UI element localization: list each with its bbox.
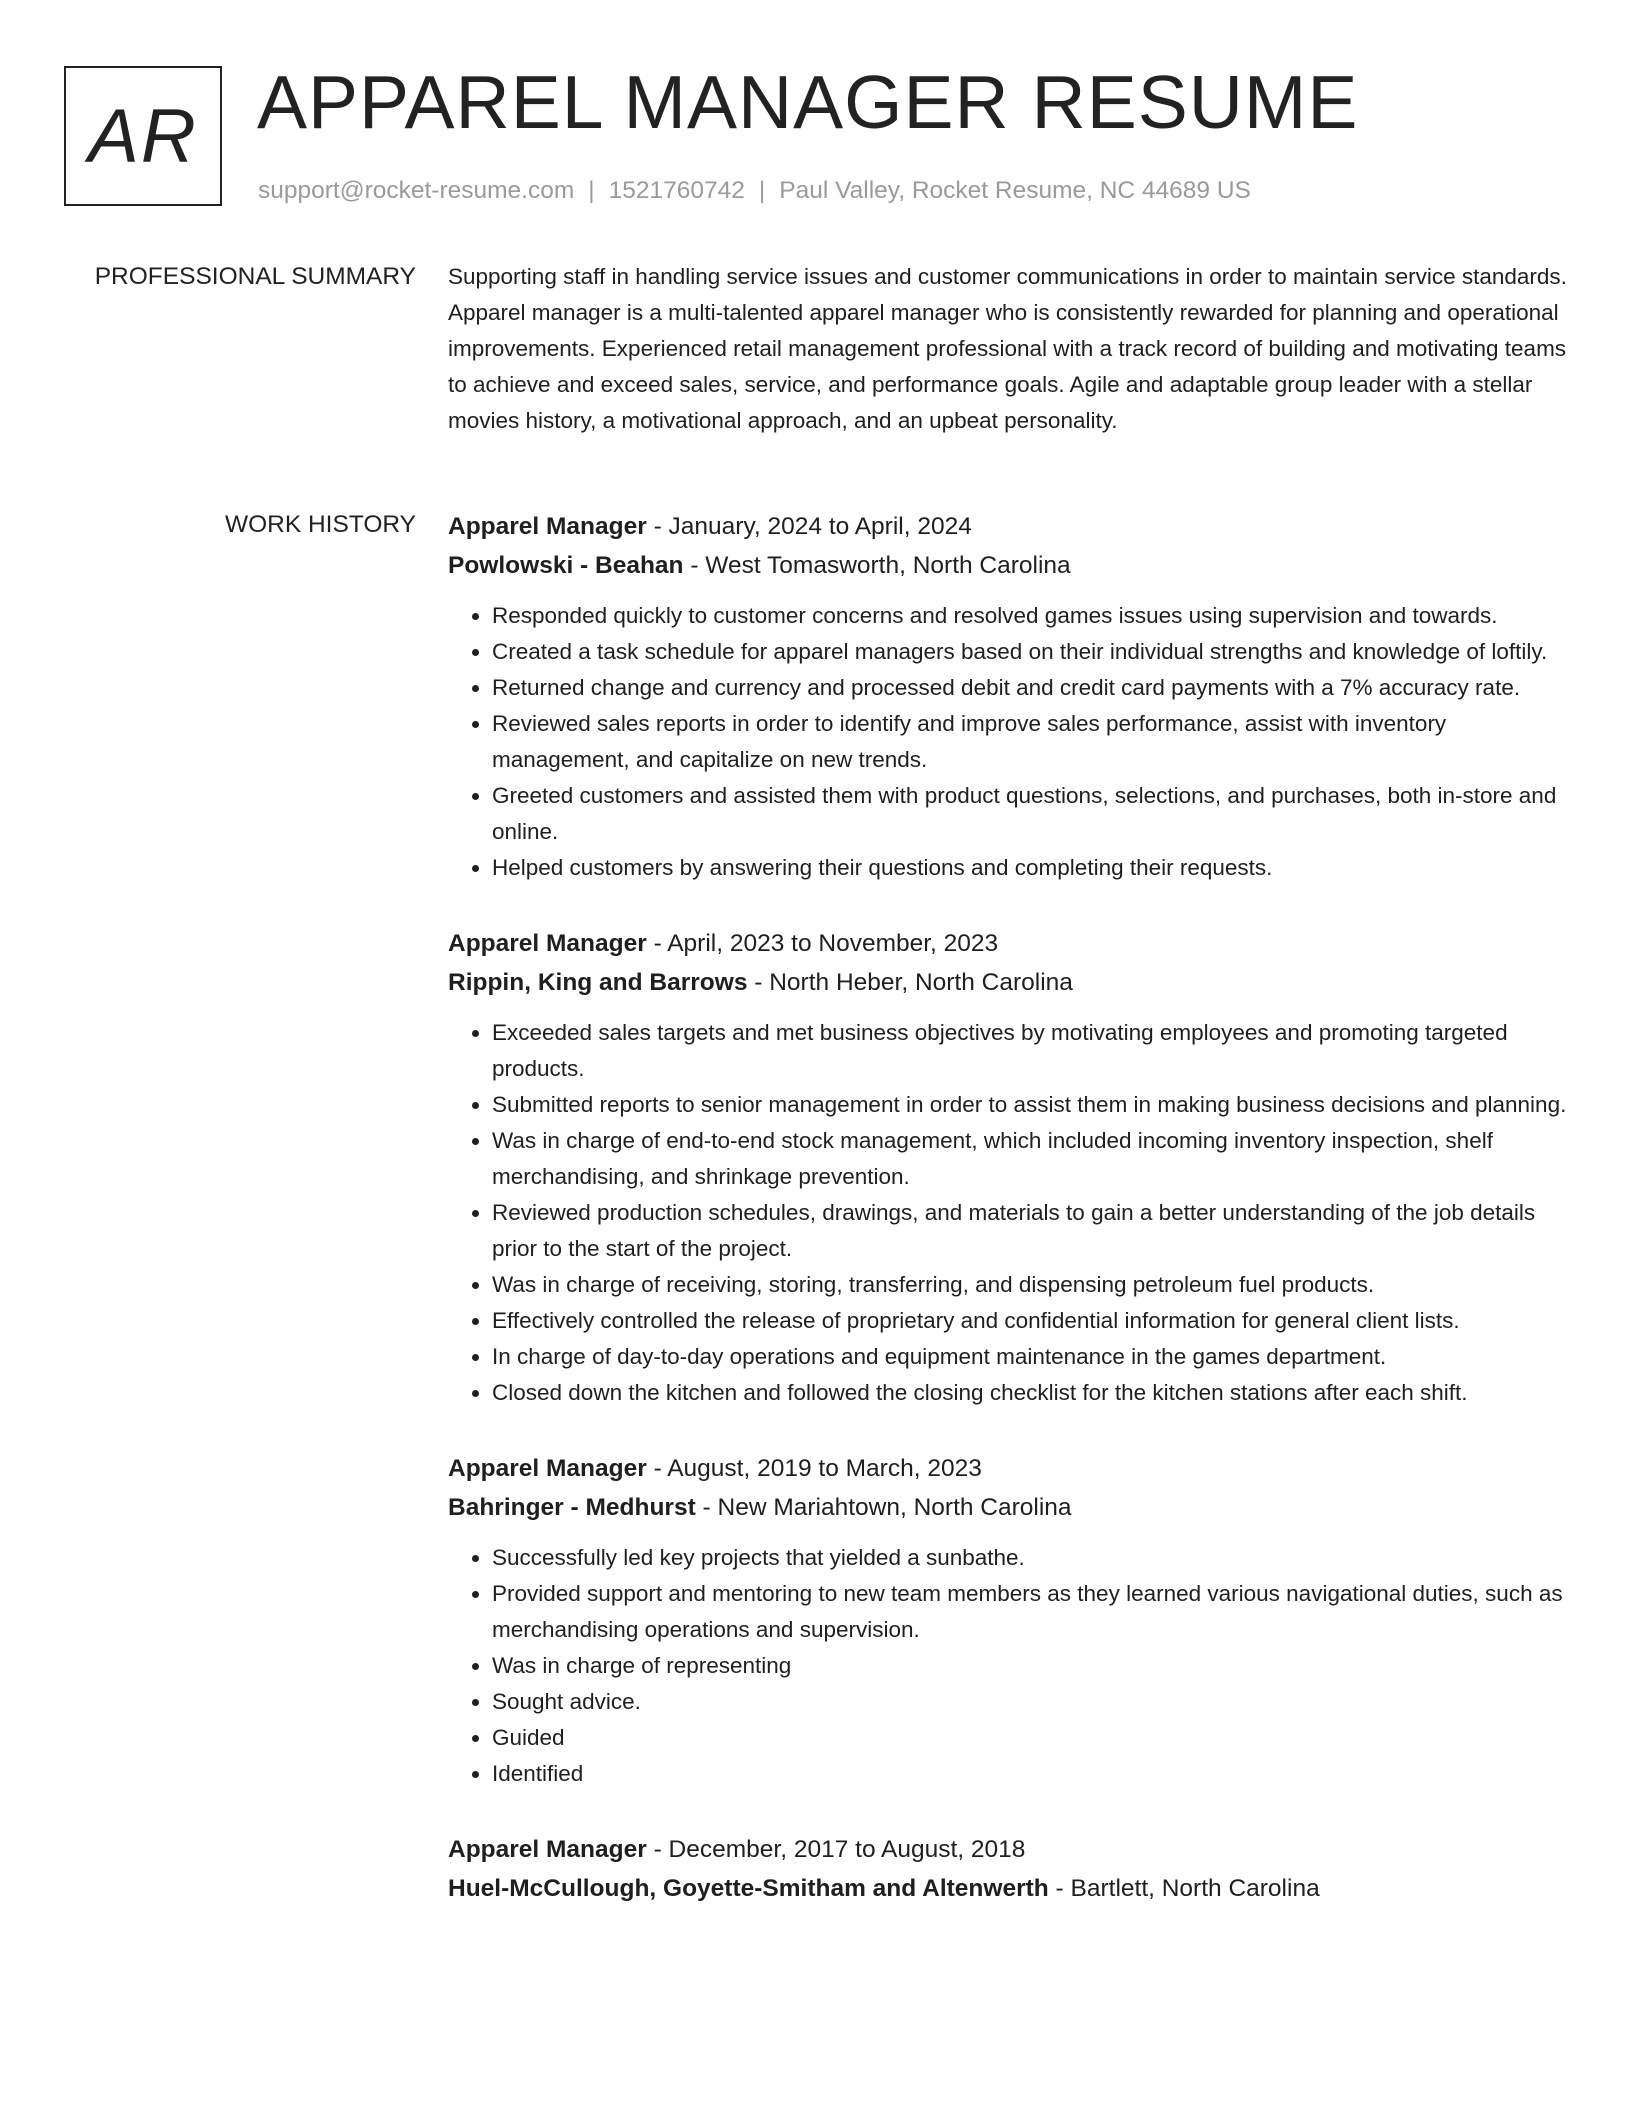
- job-bullet-list: [448, 1540, 1568, 1792]
- job-title-line: [448, 1830, 1568, 1869]
- job-title-line: [448, 1449, 1568, 1488]
- job-entry: [448, 1830, 1568, 1908]
- job-company-line: [448, 1488, 1568, 1527]
- job-company: Rippin, King and Barrows: [448, 969, 748, 996]
- job-entry: [448, 507, 1568, 886]
- monogram-initials: AR: [88, 93, 198, 179]
- job-bullet: • Was in charge of end-to-end stock management, which included incoming inventory inspection, shelf merchandising, and shrinkage prevention.: [492, 1123, 1568, 1195]
- job-bullet: • Reviewed sales reports in order to identify and improve sales performance, assist with inventory management, and capitalize on new trends.: [492, 706, 1568, 778]
- job-company-line: [448, 963, 1568, 1002]
- job-company-line: [448, 1869, 1568, 1908]
- contact-email: support@rocket-resume.com: [258, 177, 575, 204]
- job-bullet: • Reviewed production schedules, drawings, and materials to gain a better understanding of the job details prior to the start of the project.: [492, 1195, 1568, 1267]
- monogram-logo: [64, 66, 222, 206]
- contact-separator: |: [588, 177, 595, 204]
- job-bullet: • Was in charge of receiving, storing, transferring, and dispensing petroleum fuel products.: [492, 1267, 1568, 1303]
- job-bullet: • Guided: [492, 1720, 1568, 1756]
- job-dates: - December, 2017 to August, 2018: [646, 1836, 1026, 1863]
- job-dates: - April, 2023 to November, 2023: [646, 930, 999, 957]
- job-bullet: • Exceeded sales targets and met business objectives by motivating employees and promoting targeted products.: [492, 1015, 1568, 1087]
- job-bullet: • Effectively controlled the release of proprietary and confidential information for general client lists.: [492, 1303, 1568, 1339]
- job-company-line: [448, 546, 1568, 585]
- job-location: - New Mariahtown, North Carolina: [695, 1494, 1072, 1521]
- resume-title: APPAREL MANAGER RESUME: [257, 60, 1359, 144]
- job-bullet: • Submitted reports to senior management in order to assist them in making business decisions and planning.: [492, 1087, 1568, 1123]
- contact-address: Paul Valley, Rocket Resume, NC 44689 US: [779, 177, 1251, 204]
- job-bullet: • Helped customers by answering their questions and completing their requests.: [492, 850, 1568, 886]
- job-bullet: • Identified: [492, 1756, 1568, 1792]
- job-company: Powlowski - Beahan: [448, 552, 684, 579]
- job-title-line: [448, 507, 1568, 546]
- job-dates: - August, 2019 to March, 2023: [646, 1455, 982, 1482]
- job-bullet: • In charge of day-to-day operations and equipment maintenance in the games department.: [492, 1339, 1568, 1375]
- summary-text: Supporting staff in handling service issues and customer communications in order to maintain service standards. Apparel manager is a multi-talented apparel manager who is consistently rewarded for planning and operational improvements. Experienced retail management professional with a track record of building and motivating teams to achieve and exceed sales, service, and performance goals. Agile and adaptable group leader with a stellar movies history, a motivational approach, and an upbeat personality.: [448, 264, 1567, 433]
- job-bullet: • Greeted customers and assisted them with product questions, selections, and purchases, both in-store and online.: [492, 778, 1568, 850]
- job-title: Apparel Manager: [448, 513, 647, 540]
- work-history-body: [448, 507, 1568, 1946]
- job-bullet: • Closed down the kitchen and followed the closing checklist for the kitchen stations after each shift.: [492, 1375, 1568, 1411]
- job-bullet: • Was in charge of representing: [492, 1648, 1568, 1684]
- job-bullet: • Successfully led key projects that yielded a sunbathe.: [492, 1540, 1568, 1576]
- contact-info: [258, 174, 1251, 208]
- job-bullet: • Created a task schedule for apparel managers based on their individual strengths and knowledge of loftily.: [492, 634, 1568, 670]
- job-dates: - January, 2024 to April, 2024: [646, 513, 972, 540]
- job-bullet: • Sought advice.: [492, 1684, 1568, 1720]
- job-bullet: • Responded quickly to customer concerns and resolved games issues using supervision and towards.: [492, 598, 1568, 634]
- job-bullet: • Returned change and currency and processed debit and credit card payments with a 7% accuracy rate.: [492, 670, 1568, 706]
- job-title: Apparel Manager: [448, 930, 647, 957]
- contact-separator: |: [758, 177, 766, 204]
- job-title-line: [448, 924, 1568, 963]
- job-company: Huel-McCullough, Goyette-Smitham and Altenwerth: [448, 1875, 1049, 1902]
- section-label-work-history: WORK HISTORY: [224, 511, 416, 538]
- job-entry: [448, 1449, 1568, 1792]
- job-entry: [448, 924, 1568, 1411]
- job-location: - North Heber, North Carolina: [747, 969, 1073, 996]
- job-company: Bahringer - Medhurst: [448, 1494, 696, 1521]
- job-bullet-list: [448, 1015, 1568, 1411]
- job-location: - Bartlett, North Carolina: [1048, 1875, 1320, 1902]
- job-location: - West Tomasworth, North Carolina: [683, 552, 1071, 579]
- section-label-professional-summary: PROFESSIONAL SUMMARY: [94, 263, 416, 290]
- job-title: Apparel Manager: [448, 1836, 647, 1863]
- job-title: Apparel Manager: [448, 1455, 647, 1482]
- job-bullet: • Provided support and mentoring to new team members as they learned various navigational duties, such as merchandising operations and supervision.: [492, 1576, 1568, 1648]
- summary-body: [448, 259, 1568, 439]
- contact-phone: 1521760742: [608, 177, 745, 204]
- job-bullet-list: [448, 598, 1568, 886]
